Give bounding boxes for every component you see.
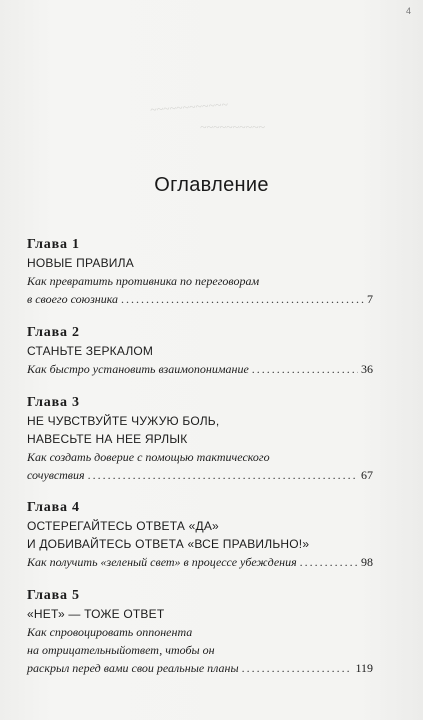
page-number: 67 (361, 468, 373, 482)
toc-chapter[interactable] (27, 587, 373, 677)
dot-leader (242, 659, 353, 677)
chapter-heading: Глава 5 (27, 588, 80, 603)
chapter-title: НОВЫЕ ПРАВИЛА (27, 256, 134, 270)
bleed-through-mark: ~~~~~~~~~~ (200, 120, 265, 134)
chapter-description: Как получить «зеленый свет» в процессе убеждения (27, 555, 297, 569)
page-number: 36 (361, 362, 373, 376)
dot-leader (121, 290, 364, 308)
page-number: 7 (367, 292, 373, 306)
dot-leader (300, 553, 358, 571)
toc-chapter[interactable] (27, 499, 373, 571)
chapter-description-last-line (27, 553, 373, 571)
dot-leader (88, 466, 358, 484)
chapter-description-last-line (27, 659, 373, 677)
chapter-heading: Глава 1 (27, 237, 80, 252)
page-number: 98 (361, 555, 373, 569)
page-title: Оглавление (154, 174, 269, 196)
bleed-through-mark: ~~~~~~~~~~~~ (149, 97, 229, 117)
chapter-title: И ДОБИВАЙТЕСЬ ОТВЕТА «ВСЕ ПРАВИЛЬНО!» (27, 537, 310, 551)
chapter-heading: Глава 4 (27, 500, 80, 515)
chapter-description: в своего союзника (27, 292, 119, 306)
chapter-title: «НЕТ» — ТОЖЕ ОТВЕТ (27, 607, 165, 621)
chapter-title: НАВЕСЬТЕ НА НЕЕ ЯРЛЫК (27, 432, 188, 446)
toc-chapter[interactable] (27, 324, 373, 378)
chapter-description: Как спровоцировать оппонента (27, 625, 193, 639)
chapter-description-last-line (27, 466, 373, 484)
chapter-description-last-line (27, 290, 373, 308)
page-number: 119 (355, 661, 373, 675)
chapter-title: ОСТЕРЕГАЙТЕСЬ ОТВЕТА «ДА» (27, 519, 219, 533)
chapter-description: Как превратить противника по переговорам (27, 274, 260, 288)
page-corner-number: 4 (405, 6, 411, 16)
toc-chapter[interactable] (27, 236, 373, 308)
chapter-description-last-line (27, 360, 373, 378)
chapter-description: Как создать доверие с помощью тактического (27, 450, 270, 464)
chapter-description: сочувствия (27, 468, 85, 482)
chapter-title: СТАНЬТЕ ЗЕРКАЛОМ (27, 344, 154, 358)
chapter-title: НЕ ЧУВСТВУЙТЕ ЧУЖУЮ БОЛЬ, (27, 414, 220, 428)
chapter-description: Как быстро установить взаимопонимание (27, 362, 249, 376)
chapter-description: на отрицательныйответ, чтобы он (27, 643, 215, 657)
chapter-heading: Глава 2 (27, 325, 80, 340)
chapter-heading: Глава 3 (27, 395, 80, 410)
dot-leader (252, 360, 358, 378)
toc-chapter[interactable] (27, 394, 373, 484)
chapter-description: раскрыл перед вами свои реальные планы (27, 661, 239, 675)
